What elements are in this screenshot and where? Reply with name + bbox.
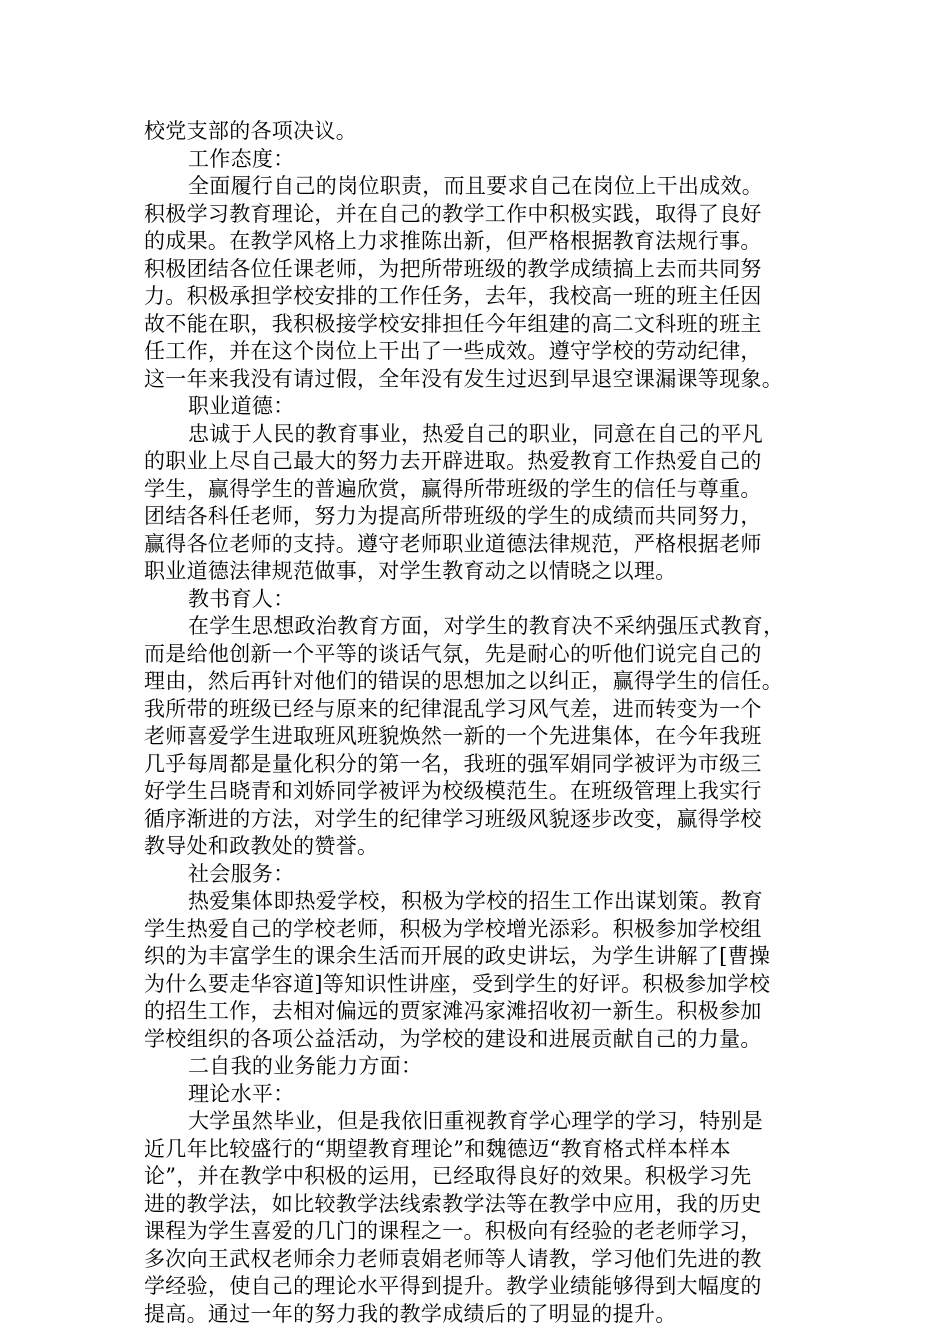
text-line: 全面履行自己的岗位职责，而且要求自己在岗位上干出成效。 [188, 174, 764, 198]
text-line: 任工作，并在这个岗位上干出了一些成效。遵守学校的劳动纪律， [144, 339, 762, 363]
text-line: 的成果。在教学风格上力求推陈出新，但严格根据教育法规行事。 [144, 229, 762, 253]
text-line: 这一年来我没有请过假，全年没有发生过迟到早退空课漏课等现象。 [144, 366, 783, 391]
text-line: 积极学习教育理论，并在自己的教学工作中积极实践，取得了良好 [144, 201, 762, 226]
text-line: 为什么要走华容道]等知识性讲座，受到学生的好评。积极参加学校 [144, 971, 771, 996]
text-line: 团结各科任老师，努力为提高所带班级的学生的成绩而共同努力， [144, 504, 762, 528]
text-line: 进的教学法，如比较教学法线索教学法等在教学中应用，我的历史 [144, 1191, 762, 1216]
text-line: 赢得各位老师的支持。遵守老师职业道德法律规范，严格根据老师 [144, 531, 762, 556]
text-line: 力。积极承担学校安排的工作任务，去年，我校高一班的班主任因 [144, 284, 762, 308]
text-line: 热爱集体即热爱学校，积极为学校的招生工作出谋划策。教育 [188, 889, 764, 913]
text-line: 在学生思想政治教育方面，对学生的教育决不采纳强压式教育， [188, 614, 785, 638]
text-line: 理论水平： [188, 1081, 295, 1106]
text-line: 而是给他创新一个平等的谈话气氛，先是耐心的听他们说完自己的 [144, 641, 762, 666]
text-line: 论”，并在教学中积极的运用，已经取得良好的效果。积极学习先 [144, 1164, 752, 1188]
text-line: 的职业上尽自己最大的努力去开辟进取。热爱教育工作热爱自己的 [144, 449, 762, 473]
text-line: 织的为丰富学生的课余生活而开展的政史讲坛，为学生讲解了[曹操 [144, 944, 771, 968]
text-line: 故不能在职，我积极接学校安排担任今年组建的高二文科班的班主 [144, 311, 762, 336]
text-line: 课程为学生喜爱的几门的课程之一。积极向有经验的老老师学习， [144, 1219, 762, 1243]
text-line: 职业道德： [188, 394, 295, 418]
text-line: 忠诚于人民的教育事业，热爱自己的职业，同意在自己的平凡 [188, 421, 764, 446]
text-line: 学生，赢得学生的普遍欣赏，赢得所带班级的学生的信任与尊重。 [144, 476, 762, 501]
text-line: 教书育人： [188, 586, 295, 611]
text-line: 好学生吕晓青和刘娇同学被评为校级模范生。在班级管理上我实行 [144, 779, 762, 803]
text-line: 的招生工作，去相对偏远的贾家滩冯家滩招收初一新生。积极参加 [144, 999, 762, 1023]
text-line: 循序渐进的方法，对学生的纪律学习班级风貌逐步改变，赢得学校 [144, 806, 762, 831]
text-line: 教导处和政教处的赞誉。 [144, 834, 379, 858]
text-line: 提高。通过一年的努力我的教学成绩后的了明显的提升。 [144, 1301, 677, 1326]
document-body [144, 118, 950, 1328]
text-line: 理由，然后再针对他们的错误的思想加之以纠正，赢得学生的信任。 [144, 669, 783, 693]
text-line: 多次向王武权老师余力老师袁娟老师等人请教，学习他们先进的教 [144, 1246, 762, 1271]
text-line: 社会服务： [188, 861, 295, 886]
text-line: 学校组织的各项公益活动，为学校的建设和进展贡献自己的力量。 [144, 1026, 762, 1051]
text-line: 近几年比较盛行的“期望教育理论”和魏德迈“教育格式样本样本 [144, 1136, 731, 1161]
text-line: 工作态度： [188, 146, 295, 171]
text-line: 大学虽然毕业，但是我依旧重视教育学心理学的学习，特别是 [188, 1109, 764, 1133]
text-line: 学经验，使自己的理论水平得到提升。教学业绩能够得到大幅度的 [144, 1274, 762, 1298]
text-line: 学生热爱自己的学校老师，积极为学校增光添彩。积极参加学校组 [144, 916, 762, 941]
text-line: 几乎每周都是量化积分的第一名，我班的强军娟同学被评为市级三 [144, 751, 762, 776]
text-line: 我所带的班级已经与原来的纪律混乱学习风气差，进而转变为一个 [144, 696, 762, 721]
text-line: 二自我的业务能力方面： [188, 1054, 423, 1078]
text-line: 校党支部的各项决议。 [144, 119, 357, 143]
text-line: 职业道德法律规范做事，对学生教育动之以情晓之以理。 [144, 559, 677, 583]
text-line: 积极团结各位任课老师，为把所带班级的教学成绩搞上去而共同努 [144, 256, 762, 281]
text-line: 老师喜爱学生进取班风班貌焕然一新的一个先进集体，在今年我班 [144, 724, 762, 748]
